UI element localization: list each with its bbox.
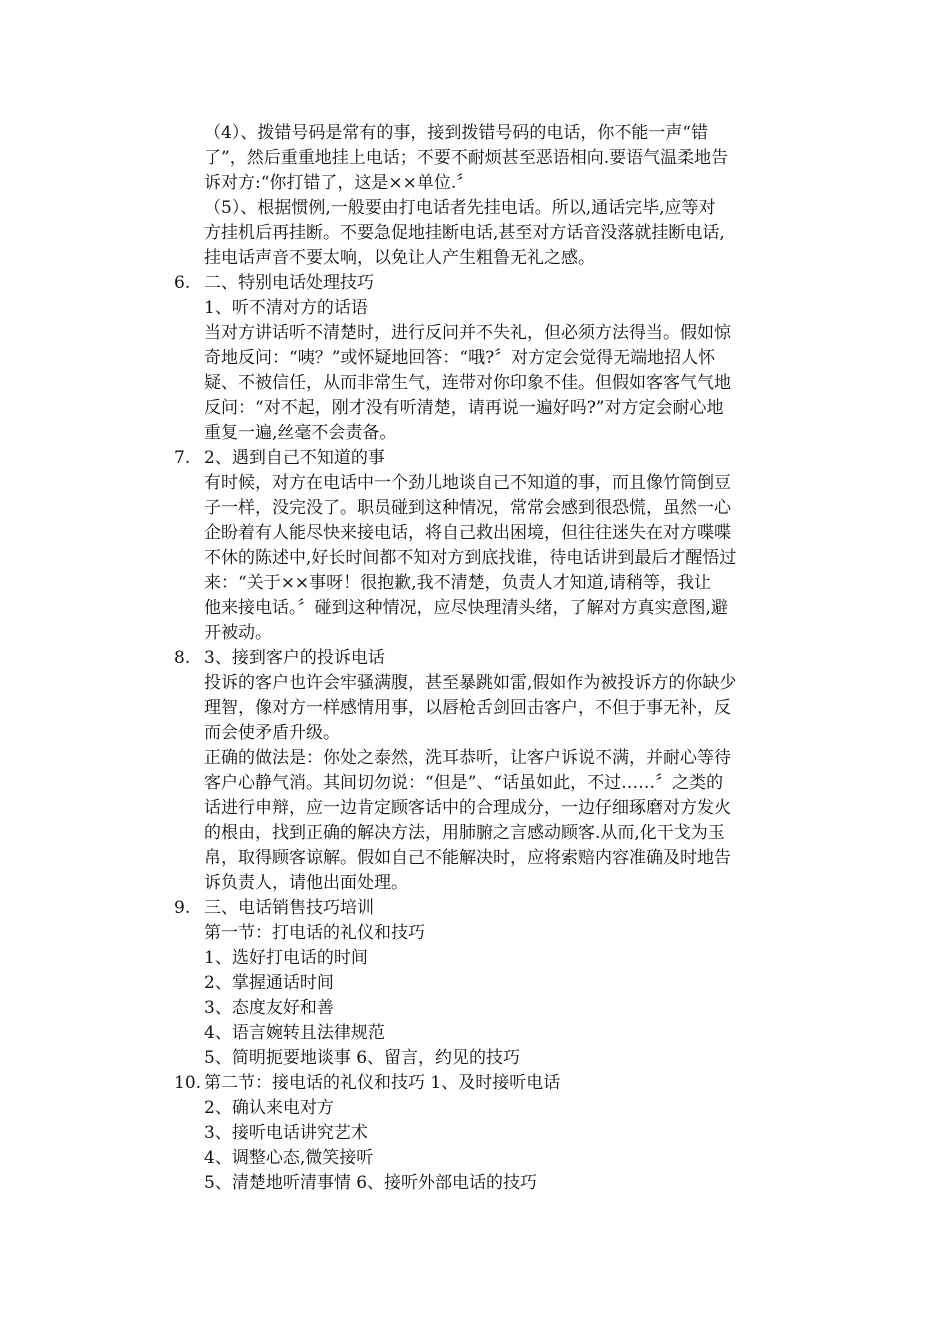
text-line bbox=[174, 671, 814, 696]
numbered-heading-line bbox=[174, 446, 814, 471]
text-line bbox=[174, 471, 814, 496]
line-text: 3、接听电话讲究艺术 bbox=[204, 1123, 368, 1143]
line-text: 第一节：打电话的礼仪和技巧 bbox=[204, 923, 425, 943]
line-text: 了”，然后重重地挂上电话；不要不耐烦甚至恶语相向.要语气温柔地告 bbox=[204, 148, 729, 168]
text-line bbox=[174, 421, 814, 446]
text-line bbox=[174, 221, 814, 246]
line-text: 3、接到客户的投诉电话 bbox=[204, 648, 385, 668]
line-text: 方挂机后再挂断。不要急促地挂断电话,甚至对方话音没落就挂断电话, bbox=[204, 223, 725, 243]
line-text: 他来接电话。〞碰到这种情况，应尽快理清头绪，了解对方真实意图,避 bbox=[204, 598, 728, 618]
text-line bbox=[174, 321, 814, 346]
text-line bbox=[174, 496, 814, 521]
text-line bbox=[174, 871, 814, 896]
line-text: 诉负责人，请他出面处理。 bbox=[204, 873, 408, 893]
text-line bbox=[174, 1021, 814, 1046]
text-line bbox=[174, 196, 814, 221]
document-body bbox=[174, 121, 814, 1196]
line-text: 5、简明扼要地谈事 6、留言，约见的技巧 bbox=[204, 1048, 521, 1068]
line-text: （5）、根据惯例,一般要由打电话者先挂电话。所以,通话完毕,应等对 bbox=[204, 198, 716, 218]
text-line bbox=[174, 546, 814, 571]
text-line bbox=[174, 621, 814, 646]
text-line bbox=[174, 846, 814, 871]
line-text: 2、确认来电对方 bbox=[204, 1098, 334, 1118]
line-text: 奇地反问：“咦？”或怀疑地回答：“哦?〞对方定会觉得无端地招人怀 bbox=[204, 348, 716, 368]
line-text: 2、掌握通话时间 bbox=[204, 973, 334, 993]
line-text: 疑、不被信任，从而非常生气，连带对你印象不佳。但假如客客气气地 bbox=[204, 373, 731, 393]
line-text: 企盼着有人能尽快来接电话，将自己救出困境，但往往迷失在对方喋喋 bbox=[204, 523, 731, 543]
numbered-heading-line bbox=[174, 646, 814, 671]
line-text: 理智，像对方一样感情用事，以唇枪舌剑回击客户，不但于事无补，反 bbox=[204, 698, 731, 718]
text-line bbox=[174, 396, 814, 421]
line-text: 4、语言婉转且法律规范 bbox=[204, 1023, 385, 1043]
text-line bbox=[174, 921, 814, 946]
text-line bbox=[174, 971, 814, 996]
line-text: 反问：“对不起，刚才没有听清楚，请再说一遍好吗?”对方定会耐心地 bbox=[204, 398, 724, 418]
text-line bbox=[174, 1121, 814, 1146]
line-text: 当对方讲话听不清楚时，进行反问并不失礼，但必须方法得当。假如惊 bbox=[204, 323, 731, 343]
list-number: 6. bbox=[174, 273, 191, 293]
line-text: 二、特别电话处理技巧 bbox=[204, 273, 374, 293]
line-text: 来：“关于××事呀！很抱歉,我不清楚，负责人才知道,请稍等，我让 bbox=[204, 573, 711, 593]
text-line bbox=[174, 521, 814, 546]
numbered-heading-line bbox=[174, 271, 814, 296]
line-text: 1、选好打电话的时间 bbox=[204, 948, 368, 968]
line-text: 重复一遍,丝毫不会责备。 bbox=[204, 423, 397, 443]
line-text: 的根由，找到正确的解决方法，用肺腑之言感动顾客.从而,化干戈为玉 bbox=[204, 823, 725, 843]
text-line bbox=[174, 1171, 814, 1196]
line-text: （4）、拨错号码是常有的事，接到拨错号码的电话，你不能一声“错 bbox=[204, 123, 709, 143]
text-line bbox=[174, 596, 814, 621]
list-number: 10. bbox=[174, 1073, 202, 1093]
line-text: 有时候，对方在电话中一个劲儿地谈自己不知道的事，而且像竹筒倒豆 bbox=[204, 473, 731, 493]
text-line bbox=[174, 821, 814, 846]
text-line bbox=[174, 946, 814, 971]
text-line bbox=[174, 371, 814, 396]
text-line bbox=[174, 746, 814, 771]
list-number: 7. bbox=[174, 448, 191, 468]
list-number: 8. bbox=[174, 648, 191, 668]
line-text: 话进行申辩，应一边肯定顾客话中的合理成分，一边仔细琢磨对方发火 bbox=[204, 798, 731, 818]
text-line bbox=[174, 146, 814, 171]
text-line bbox=[174, 171, 814, 196]
text-line bbox=[174, 346, 814, 371]
list-number: 9. bbox=[174, 898, 191, 918]
line-text: 三、电话销售技巧培训 bbox=[204, 898, 374, 918]
text-line bbox=[174, 571, 814, 596]
line-text: 2、遇到自己不知道的事 bbox=[204, 448, 385, 468]
line-text: 帛，取得顾客谅解。假如自己不能解决时，应将索赔内容准确及时地告 bbox=[204, 848, 731, 868]
line-text: 而会使矛盾升级。 bbox=[204, 723, 340, 743]
text-line bbox=[174, 1146, 814, 1171]
text-line bbox=[174, 121, 814, 146]
line-text: 挂电话声音不要太响，以免让人产生粗鲁无礼之感。 bbox=[204, 248, 595, 268]
text-line bbox=[174, 771, 814, 796]
text-line bbox=[174, 696, 814, 721]
line-text: 第二节：接电话的礼仪和技巧 1、及时接听电话 bbox=[204, 1073, 561, 1093]
text-line bbox=[174, 296, 814, 321]
line-text: 开被动。 bbox=[204, 623, 272, 643]
line-text: 5、清楚地听清事情 6、接听外部电话的技巧 bbox=[204, 1173, 538, 1193]
text-line bbox=[174, 1046, 814, 1071]
text-line bbox=[174, 796, 814, 821]
numbered-heading-line bbox=[174, 896, 814, 921]
line-text: 1、听不清对方的话语 bbox=[204, 298, 368, 318]
line-text: 子一样，没完没了。职员碰到这种情况，常常会感到很恐慌，虽然一心 bbox=[204, 498, 731, 518]
line-text: 4、调整心态,微笑接听 bbox=[204, 1148, 374, 1168]
line-text: 诉对方:“你打错了，这是××单位.〞 bbox=[204, 173, 474, 193]
text-line bbox=[174, 996, 814, 1021]
text-line bbox=[174, 1096, 814, 1121]
line-text: 客户心静气消。其间切勿说：“但是”、“话虽如此，不过……〞之类的 bbox=[204, 773, 724, 793]
line-text: 正确的做法是：你处之泰然，洗耳恭听，让客户诉说不满，并耐心等待 bbox=[204, 748, 731, 768]
line-text: 不休的陈述中,好长时间都不知对方到底找谁，待电话讲到最后才醒悟过 bbox=[204, 548, 737, 568]
text-line bbox=[174, 246, 814, 271]
line-text: 3、态度友好和善 bbox=[204, 998, 334, 1018]
line-text: 投诉的客户也许会牢骚满腹，甚至暴跳如雷,假如作为被投诉方的你缺少 bbox=[204, 673, 737, 693]
numbered-heading-line bbox=[174, 1071, 814, 1096]
text-line bbox=[174, 721, 814, 746]
